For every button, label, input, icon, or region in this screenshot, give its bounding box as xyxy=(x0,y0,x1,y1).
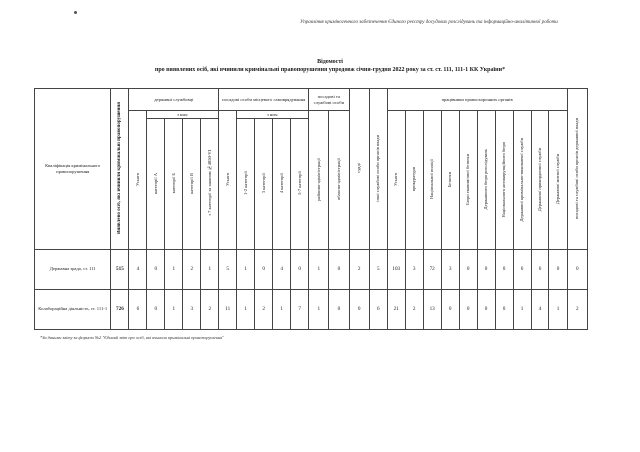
title-line-1: Відомості xyxy=(317,59,343,65)
cat-1-2-header: 1-2 категорії xyxy=(237,119,255,250)
header-note: Управління криміногенного забезпечення Єдиного реєстру досудових розслідувань та інформаційно-аналітичної роботи xyxy=(300,20,558,25)
value-cell: 7 xyxy=(291,289,309,329)
value-cell: 0 xyxy=(255,249,273,289)
value-cell: 1 xyxy=(237,249,255,289)
value-cell: 2 xyxy=(567,289,587,329)
penitentiary-header: Державної кримінально-виконавчої служби xyxy=(513,111,531,250)
border-service-header: Державної прикордонної служби xyxy=(531,111,549,250)
row-label: Колабораційна діяльність, ст. 111-1 xyxy=(35,289,111,329)
value-cell: 0 xyxy=(147,289,165,329)
value-cell: 0 xyxy=(441,289,459,329)
statistics-table xyxy=(34,88,588,330)
local-including-header: з них: xyxy=(237,111,309,119)
value-cell: 0 xyxy=(459,249,477,289)
police-header: Національної поліції xyxy=(423,111,441,250)
cat-4-header: 4 категорії xyxy=(273,119,291,250)
title-line-2: про виявлених осіб, які вчинили кримінальні правопорушення упродовж січня-грудня 2022 року за ст. ст. 111, 111-1 КК України* xyxy=(154,67,506,73)
value-cell: 5 xyxy=(369,249,387,289)
dbr-header: Державного бюро розслідувань xyxy=(477,111,495,250)
judges-header: судді xyxy=(349,89,369,250)
value-cell: 1 xyxy=(549,289,567,329)
oblast-admin-header: обласно-адміністрації xyxy=(329,111,349,250)
cat-v-header: категорії В xyxy=(183,119,201,250)
value-cell: 1 xyxy=(165,249,183,289)
value-cell: 4 xyxy=(273,249,291,289)
value-cell: 2 xyxy=(183,249,201,289)
district-admin-header: районно-адміністрації xyxy=(309,111,329,250)
value-cell: 2 xyxy=(349,249,369,289)
value-cell: 4 xyxy=(531,289,549,329)
value-cell: 11 xyxy=(219,289,237,329)
value-cell: 0 xyxy=(349,289,369,329)
value-cell: 1 xyxy=(273,289,291,329)
state-officials-header: посадові та службові особи органів державної влади xyxy=(567,89,587,250)
value-cell: 5 xyxy=(219,249,237,289)
qualification-header: Кваліфікація кримінального правопорушення xyxy=(35,89,111,250)
value-cell: 6 xyxy=(531,249,549,289)
total-header: Виявлено осіб, які вчинили кримінальні правопорушення xyxy=(111,89,129,250)
officials-group-header: посадові та службові особи xyxy=(309,89,349,111)
civil-including-header: з них: xyxy=(147,111,219,119)
value-cell: 2 xyxy=(405,289,423,329)
cat-3-header: 3 категорії xyxy=(255,119,273,250)
nabu-header: Національного антикорупційного бюро xyxy=(495,111,513,250)
cat-a-header: категорії А xyxy=(147,119,165,250)
other-officials-header: інші службові особи органів влади xyxy=(369,89,387,250)
value-cell: 0 xyxy=(477,249,495,289)
value-cell: 1 xyxy=(201,249,219,289)
value-cell: 0 xyxy=(329,289,349,329)
value-cell: 1 xyxy=(513,289,531,329)
value-cell: 3 xyxy=(183,289,201,329)
economic-security-header: Бюро економічної безпеки xyxy=(459,111,477,250)
value-cell: 0 xyxy=(147,249,165,289)
value-cell: 21 xyxy=(387,289,405,329)
law-enforcement-group-header: працівники правоохоронних органів xyxy=(387,89,567,111)
sbu-header: Безпеки xyxy=(441,111,459,250)
value-cell: 1 xyxy=(165,289,183,329)
prosecutors-header: прокуратури xyxy=(405,111,423,250)
value-cell: 1 xyxy=(309,249,329,289)
cat-law-header: з 7 категорії за законом №4050-VI xyxy=(201,119,219,250)
value-cell: 2 xyxy=(255,289,273,329)
customs-service-header: Державної митної служби xyxy=(549,111,567,250)
row-label: Державна зрада, ст. 111 xyxy=(35,249,111,289)
value-cell: 1 xyxy=(309,289,329,329)
value-cell: 0 xyxy=(495,249,513,289)
value-cell: 3 xyxy=(405,249,423,289)
value-cell: 0 xyxy=(329,249,349,289)
law-total-header: Усього xyxy=(387,111,405,250)
total-cell: 515 xyxy=(111,249,129,289)
value-cell: 1 xyxy=(237,289,255,329)
punch-hole-mark xyxy=(74,11,77,14)
footnote: *За даними звіту за формою №2 "Єдиний звіт про осіб, які вчинили кримінальні правопорушення" xyxy=(40,335,224,340)
value-cell: 0 xyxy=(495,289,513,329)
value-cell: 0 xyxy=(291,249,309,289)
value-cell: 0 xyxy=(477,289,495,329)
value-cell: 4 xyxy=(129,249,147,289)
local-total-header: Усього xyxy=(219,111,237,250)
cat-5-7-header: 5-7 категорії xyxy=(291,119,309,250)
cat-b-header: категорії Б xyxy=(165,119,183,250)
value-cell: 103 xyxy=(387,249,405,289)
value-cell: 72 xyxy=(423,249,441,289)
value-cell: 13 xyxy=(423,289,441,329)
table-row xyxy=(35,249,588,289)
value-cell: 6 xyxy=(129,289,147,329)
value-cell: 6 xyxy=(369,289,387,329)
value-cell: 3 xyxy=(441,249,459,289)
civil-total-header: Усього xyxy=(129,111,147,250)
civil-servants-group-header: державні службовці xyxy=(129,89,219,111)
value-cell: 0 xyxy=(567,249,587,289)
table-row xyxy=(35,289,588,329)
local-officials-group-header: посадові особи місцевого самоврядування xyxy=(219,89,309,111)
total-cell: 726 xyxy=(111,289,129,329)
page-title xyxy=(90,58,570,74)
value-cell: 2 xyxy=(201,289,219,329)
value-cell: 0 xyxy=(459,289,477,329)
value-cell: 6 xyxy=(513,249,531,289)
value-cell: 0 xyxy=(549,249,567,289)
